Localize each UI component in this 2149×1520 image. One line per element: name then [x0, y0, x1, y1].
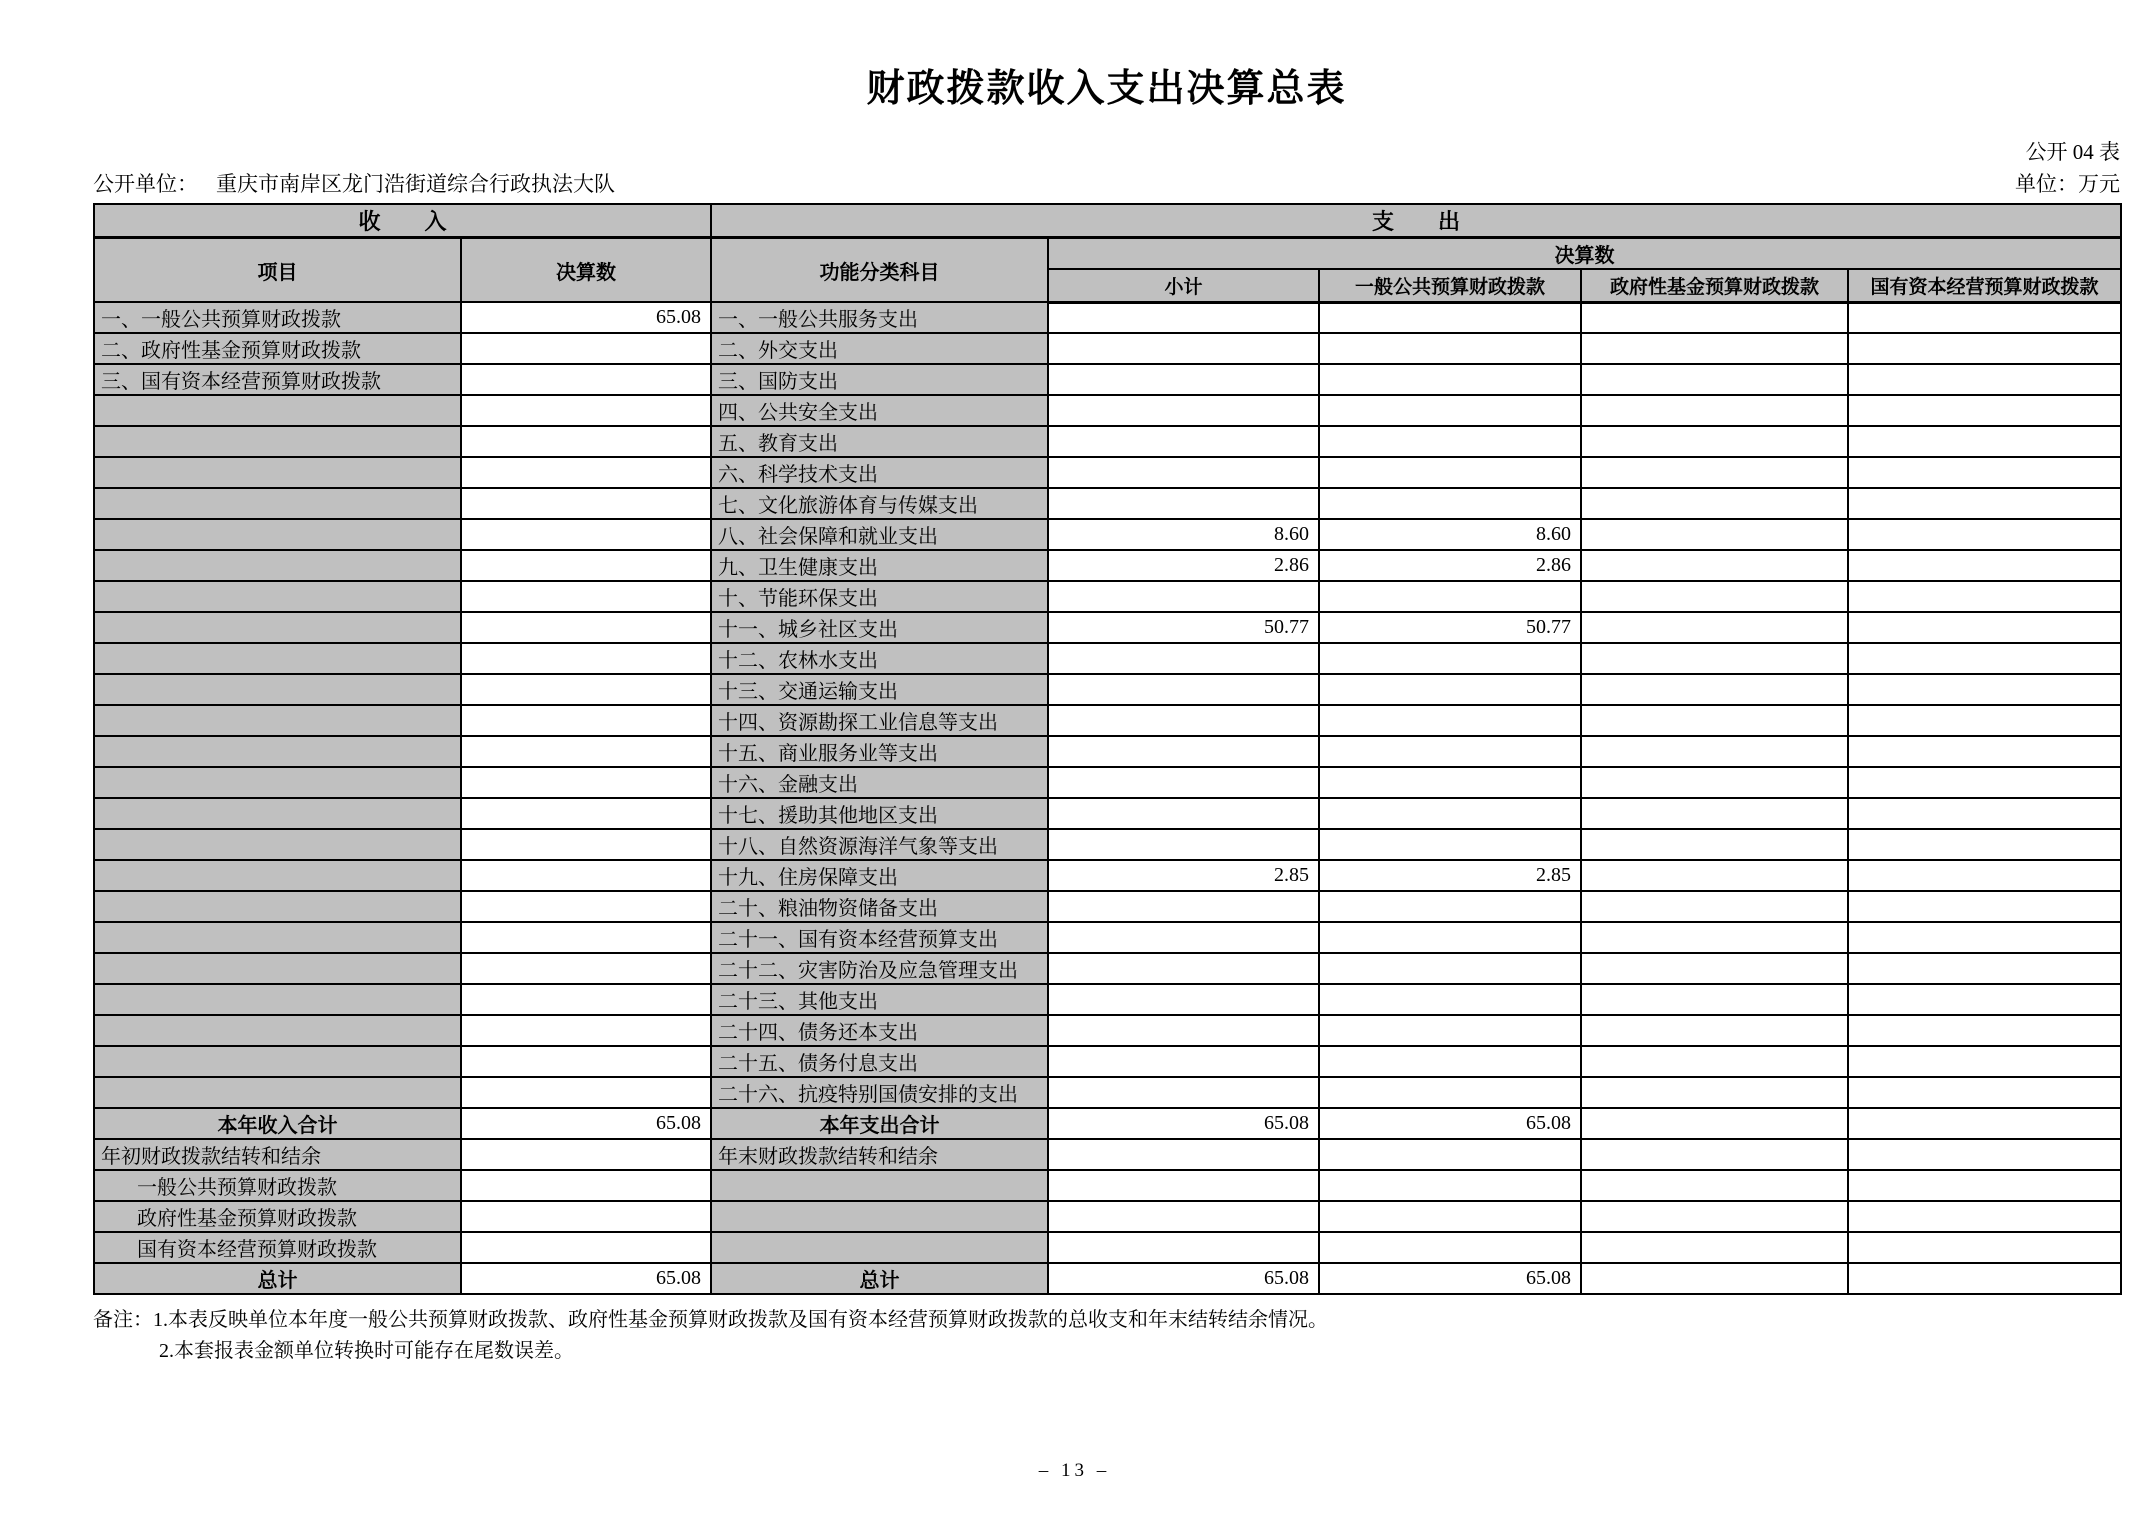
expense-state-capital-cell — [1848, 922, 2121, 953]
expense-general-budget-cell — [1319, 829, 1581, 860]
expense-gov-fund-cell — [1581, 426, 1848, 457]
income-item-cell — [94, 953, 461, 984]
income-value-cell — [461, 798, 711, 829]
expense-general-budget-cell: 65.08 — [1319, 1263, 1581, 1294]
income-value-cell — [461, 519, 711, 550]
expense-state-capital-cell — [1848, 798, 2121, 829]
column-header-subtotal: 小计 — [1048, 269, 1319, 302]
table-row — [94, 1046, 2121, 1077]
expense-gov-fund-cell — [1581, 767, 1848, 798]
expense-general-budget-cell — [1319, 395, 1581, 426]
income-value-cell — [461, 705, 711, 736]
income-value-cell — [461, 1139, 711, 1170]
expense-subtotal-cell — [1048, 1139, 1319, 1170]
expense-subtotal-cell: 65.08 — [1048, 1263, 1319, 1294]
expense-subtotal-cell — [1048, 643, 1319, 674]
income-item-cell — [94, 550, 461, 581]
income-value-cell — [461, 767, 711, 798]
expense-item-cell: 本年支出合计 — [711, 1108, 1048, 1139]
document-page — [93, 0, 2120, 1367]
expense-item-cell: 十四、资源勘探工业信息等支出 — [711, 705, 1048, 736]
form-number: 公开 04 表 — [2025, 140, 2120, 164]
expense-item-cell: 七、文化旅游体育与传媒支出 — [711, 488, 1048, 519]
column-header-row-1 — [94, 238, 2121, 270]
expense-item-cell: 十七、援助其他地区支出 — [711, 798, 1048, 829]
table-row — [94, 302, 2121, 333]
expense-state-capital-cell — [1848, 1170, 2121, 1201]
table-row — [94, 1232, 2121, 1263]
table-row — [94, 519, 2121, 550]
expense-general-budget-cell — [1319, 302, 1581, 333]
expense-subtotal-cell — [1048, 302, 1319, 333]
note-line-1: 备注：1.本表反映单位本年度一般公共预算财政拨款、政府性基金预算财政拨款及国有资本经营预算财政拨款的总收支和年末结转结余情况。 — [93, 1309, 1328, 1331]
unit-label: 单位：万元 — [2015, 172, 2120, 196]
expense-general-budget-cell — [1319, 1015, 1581, 1046]
expense-state-capital-cell — [1848, 364, 2121, 395]
column-header-state-capital: 国有资本经营预算财政拨款 — [1848, 269, 2121, 302]
expense-general-budget-cell — [1319, 674, 1581, 705]
income-item-cell: 政府性基金预算财政拨款 — [94, 1201, 461, 1232]
expense-subtotal-cell — [1048, 1232, 1319, 1263]
income-value-cell: 65.08 — [461, 1108, 711, 1139]
income-item-cell: 本年收入合计 — [94, 1108, 461, 1139]
income-value-cell — [461, 643, 711, 674]
meta-row — [93, 168, 2120, 198]
expense-state-capital-cell — [1848, 860, 2121, 891]
expense-subtotal-cell — [1048, 395, 1319, 426]
expense-gov-fund-cell — [1581, 674, 1848, 705]
expense-item-cell: 二、外交支出 — [711, 333, 1048, 364]
expense-gov-fund-cell — [1581, 1077, 1848, 1108]
income-item-cell — [94, 488, 461, 519]
table-row — [94, 674, 2121, 705]
income-value-cell — [461, 860, 711, 891]
expense-subtotal-cell — [1048, 457, 1319, 488]
expense-gov-fund-cell — [1581, 612, 1848, 643]
expense-subtotal-cell — [1048, 767, 1319, 798]
expense-general-budget-cell — [1319, 426, 1581, 457]
income-item-cell — [94, 829, 461, 860]
section-header-row — [94, 204, 2121, 238]
expense-item-cell: 六、科学技术支出 — [711, 457, 1048, 488]
expense-item-cell: 五、教育支出 — [711, 426, 1048, 457]
expense-general-budget-cell — [1319, 333, 1581, 364]
expense-subtotal-cell — [1048, 1046, 1319, 1077]
expense-item-cell — [711, 1170, 1048, 1201]
expense-general-budget-cell — [1319, 1077, 1581, 1108]
table-row — [94, 612, 2121, 643]
expense-general-budget-cell — [1319, 457, 1581, 488]
expense-general-budget-cell — [1319, 364, 1581, 395]
income-item-cell — [94, 1015, 461, 1046]
expense-general-budget-cell: 2.86 — [1319, 550, 1581, 581]
expense-subtotal-cell — [1048, 333, 1319, 364]
expense-gov-fund-cell — [1581, 798, 1848, 829]
expense-general-budget-cell: 2.85 — [1319, 860, 1581, 891]
expense-state-capital-cell — [1848, 1015, 2121, 1046]
income-item-cell — [94, 1046, 461, 1077]
table-row — [94, 984, 2121, 1015]
expense-item-cell: 二十二、灾害防治及应急管理支出 — [711, 953, 1048, 984]
expense-item-cell: 十六、金融支出 — [711, 767, 1048, 798]
expense-state-capital-cell — [1848, 674, 2121, 705]
table-row — [94, 705, 2121, 736]
income-value-cell — [461, 457, 711, 488]
income-item-cell: 三、国有资本经营预算财政拨款 — [94, 364, 461, 395]
income-value-cell — [461, 488, 711, 519]
expense-state-capital-cell — [1848, 581, 2121, 612]
expense-state-capital-cell — [1848, 426, 2121, 457]
expense-gov-fund-cell — [1581, 1108, 1848, 1139]
income-value-cell — [461, 736, 711, 767]
expense-state-capital-cell — [1848, 395, 2121, 426]
expense-item-cell: 十二、农林水支出 — [711, 643, 1048, 674]
table-row — [94, 891, 2121, 922]
expense-subtotal-cell — [1048, 798, 1319, 829]
income-value-cell — [461, 891, 711, 922]
expense-item-cell: 一、一般公共服务支出 — [711, 302, 1048, 333]
expense-gov-fund-cell — [1581, 364, 1848, 395]
page-title: 财政拨款收入支出决算总表 — [866, 68, 1347, 110]
table-row — [94, 1077, 2121, 1108]
expense-gov-fund-cell — [1581, 1201, 1848, 1232]
income-value-cell: 65.08 — [461, 302, 711, 333]
expense-gov-fund-cell — [1581, 519, 1848, 550]
table-row — [94, 550, 2121, 581]
income-item-cell: 年初财政拨款结转和结余 — [94, 1139, 461, 1170]
expense-state-capital-cell — [1848, 643, 2121, 674]
expense-general-budget-cell — [1319, 581, 1581, 612]
income-value-cell — [461, 1046, 711, 1077]
income-value-cell — [461, 984, 711, 1015]
expense-state-capital-cell — [1848, 550, 2121, 581]
expense-gov-fund-cell — [1581, 984, 1848, 1015]
expense-gov-fund-cell — [1581, 829, 1848, 860]
expense-state-capital-cell — [1848, 705, 2121, 736]
table-row — [94, 581, 2121, 612]
expense-general-budget-cell — [1319, 767, 1581, 798]
expense-item-cell: 总计 — [711, 1263, 1048, 1294]
table-row — [94, 953, 2121, 984]
budget-summary-table — [93, 203, 2122, 1295]
income-item-cell — [94, 922, 461, 953]
expense-item-cell: 八、社会保障和就业支出 — [711, 519, 1048, 550]
expense-subtotal-cell — [1048, 1201, 1319, 1232]
income-value-cell — [461, 1232, 711, 1263]
expense-general-budget-cell: 50.77 — [1319, 612, 1581, 643]
expense-general-budget-cell — [1319, 1232, 1581, 1263]
table-row — [94, 1170, 2121, 1201]
income-item-cell: 总计 — [94, 1263, 461, 1294]
income-value-cell — [461, 674, 711, 705]
income-value-cell — [461, 1201, 711, 1232]
expense-subtotal-cell — [1048, 1077, 1319, 1108]
table-row — [94, 364, 2121, 395]
expense-general-budget-cell — [1319, 1046, 1581, 1077]
expense-general-budget-cell — [1319, 643, 1581, 674]
income-item-cell — [94, 891, 461, 922]
income-value-cell — [461, 1077, 711, 1108]
expense-gov-fund-cell — [1581, 1015, 1848, 1046]
table-row — [94, 426, 2121, 457]
expense-subtotal-cell — [1048, 674, 1319, 705]
expense-gov-fund-cell — [1581, 488, 1848, 519]
column-header-general-budget: 一般公共预算财政拨款 — [1319, 269, 1581, 302]
expense-general-budget-cell — [1319, 984, 1581, 1015]
expense-subtotal-cell — [1048, 829, 1319, 860]
table-row — [94, 922, 2121, 953]
expense-general-budget-cell — [1319, 488, 1581, 519]
expense-state-capital-cell — [1848, 736, 2121, 767]
table-header — [94, 204, 2121, 302]
expense-subtotal-cell: 50.77 — [1048, 612, 1319, 643]
expense-state-capital-cell — [1848, 767, 2121, 798]
expense-state-capital-cell — [1848, 1232, 2121, 1263]
org-unit-name: 重庆市南岸区龙门浩街道综合行政执法大队 — [216, 172, 615, 196]
table-row — [94, 333, 2121, 364]
expense-state-capital-cell — [1848, 1263, 2121, 1294]
expense-gov-fund-cell — [1581, 860, 1848, 891]
expense-item-cell: 十一、城乡社区支出 — [711, 612, 1048, 643]
table-row — [94, 1015, 2121, 1046]
expense-state-capital-cell — [1848, 457, 2121, 488]
expense-subtotal-cell: 8.60 — [1048, 519, 1319, 550]
income-value-cell — [461, 1015, 711, 1046]
expense-general-budget-cell — [1319, 953, 1581, 984]
expense-subtotal-cell — [1048, 1170, 1319, 1201]
income-item-cell — [94, 612, 461, 643]
income-value-cell — [461, 1170, 711, 1201]
expense-subtotal-cell — [1048, 1015, 1319, 1046]
expense-general-budget-cell — [1319, 736, 1581, 767]
expense-gov-fund-cell — [1581, 1232, 1848, 1263]
income-value-cell: 65.08 — [461, 1263, 711, 1294]
expense-item-cell: 四、公共安全支出 — [711, 395, 1048, 426]
expense-subtotal-cell — [1048, 581, 1319, 612]
expense-general-budget-cell — [1319, 798, 1581, 829]
expense-general-budget-cell — [1319, 891, 1581, 922]
table-row — [94, 860, 2121, 891]
expense-gov-fund-cell — [1581, 1170, 1848, 1201]
expense-gov-fund-cell — [1581, 302, 1848, 333]
org-unit-label: 公开单位： — [93, 172, 198, 196]
expense-subtotal-cell — [1048, 922, 1319, 953]
column-header-income-final: 决算数 — [461, 238, 711, 303]
table-row — [94, 767, 2121, 798]
expense-item-cell: 二十三、其他支出 — [711, 984, 1048, 1015]
expense-item-cell: 十五、商业服务业等支出 — [711, 736, 1048, 767]
income-item-cell — [94, 395, 461, 426]
expense-gov-fund-cell — [1581, 736, 1848, 767]
income-value-cell — [461, 550, 711, 581]
expense-gov-fund-cell — [1581, 1046, 1848, 1077]
expense-state-capital-cell — [1848, 1077, 2121, 1108]
expense-item-cell: 十、节能环保支出 — [711, 581, 1048, 612]
expense-gov-fund-cell — [1581, 1139, 1848, 1170]
expense-state-capital-cell — [1848, 302, 2121, 333]
expense-gov-fund-cell — [1581, 953, 1848, 984]
expense-gov-fund-cell — [1581, 581, 1848, 612]
expense-item-cell: 二十六、抗疫特别国债安排的支出 — [711, 1077, 1048, 1108]
table-row — [94, 643, 2121, 674]
expense-subtotal-cell — [1048, 364, 1319, 395]
table-row — [94, 829, 2121, 860]
column-header-item: 项目 — [94, 238, 461, 303]
expense-subtotal-cell — [1048, 953, 1319, 984]
expense-subtotal-cell — [1048, 984, 1319, 1015]
table-row — [94, 798, 2121, 829]
income-value-cell — [461, 922, 711, 953]
income-item-cell — [94, 767, 461, 798]
income-value-cell — [461, 364, 711, 395]
income-item-cell — [94, 984, 461, 1015]
org-unit — [93, 168, 615, 198]
expense-state-capital-cell — [1848, 1201, 2121, 1232]
income-value-cell — [461, 581, 711, 612]
expense-state-capital-cell — [1848, 891, 2121, 922]
expense-subtotal-cell — [1048, 426, 1319, 457]
table-row — [94, 1139, 2121, 1170]
expense-state-capital-cell — [1848, 1139, 2121, 1170]
income-item-cell — [94, 643, 461, 674]
expense-general-budget-cell — [1319, 1201, 1581, 1232]
expense-state-capital-cell — [1848, 984, 2121, 1015]
expense-subtotal-cell — [1048, 891, 1319, 922]
expense-general-budget-cell — [1319, 1139, 1581, 1170]
income-item-cell: 二、政府性基金预算财政拨款 — [94, 333, 461, 364]
expense-general-budget-cell: 8.60 — [1319, 519, 1581, 550]
expense-state-capital-cell — [1848, 488, 2121, 519]
income-item-cell — [94, 705, 461, 736]
expense-state-capital-cell — [1848, 333, 2121, 364]
income-item-cell — [94, 798, 461, 829]
column-header-gov-fund: 政府性基金预算财政拨款 — [1581, 269, 1848, 302]
expense-item-cell: 十八、自然资源海洋气象等支出 — [711, 829, 1048, 860]
income-item-cell — [94, 426, 461, 457]
expense-gov-fund-cell — [1581, 333, 1848, 364]
income-value-cell — [461, 333, 711, 364]
column-header-expense-final: 决算数 — [1048, 238, 2121, 270]
expense-item-cell: 三、国防支出 — [711, 364, 1048, 395]
income-value-cell — [461, 829, 711, 860]
expense-section-header: 支 出 — [711, 204, 2121, 238]
expense-subtotal-cell: 65.08 — [1048, 1108, 1319, 1139]
expense-general-budget-cell — [1319, 922, 1581, 953]
column-header-function-subject: 功能分类科目 — [711, 238, 1048, 303]
expense-gov-fund-cell — [1581, 922, 1848, 953]
expense-item-cell — [711, 1201, 1048, 1232]
table-row — [94, 1108, 2121, 1139]
expense-gov-fund-cell — [1581, 1263, 1848, 1294]
expense-general-budget-cell — [1319, 705, 1581, 736]
income-section-header: 收 入 — [94, 204, 711, 238]
income-value-cell — [461, 395, 711, 426]
table-row — [94, 488, 2121, 519]
income-item-cell — [94, 736, 461, 767]
income-item-cell: 国有资本经营预算财政拨款 — [94, 1232, 461, 1263]
income-item-cell — [94, 581, 461, 612]
income-value-cell — [461, 612, 711, 643]
expense-item-cell: 二十、粮油物资储备支出 — [711, 891, 1048, 922]
expense-general-budget-cell — [1319, 1170, 1581, 1201]
page-number: – 13 – — [1038, 1460, 1111, 1481]
expense-subtotal-cell — [1048, 736, 1319, 767]
expense-gov-fund-cell — [1581, 705, 1848, 736]
income-item-cell: 一般公共预算财政拨款 — [94, 1170, 461, 1201]
expense-subtotal-cell: 2.86 — [1048, 550, 1319, 581]
expense-item-cell: 二十一、国有资本经营预算支出 — [711, 922, 1048, 953]
income-item-cell — [94, 519, 461, 550]
table-row — [94, 1201, 2121, 1232]
expense-gov-fund-cell — [1581, 550, 1848, 581]
income-item-cell: 一、一般公共预算财政拨款 — [94, 302, 461, 333]
income-item-cell — [94, 457, 461, 488]
expense-gov-fund-cell — [1581, 395, 1848, 426]
table-body — [94, 302, 2121, 1294]
expense-subtotal-cell: 2.85 — [1048, 860, 1319, 891]
expense-subtotal-cell — [1048, 488, 1319, 519]
expense-general-budget-cell: 65.08 — [1319, 1108, 1581, 1139]
expense-state-capital-cell — [1848, 1108, 2121, 1139]
income-item-cell — [94, 860, 461, 891]
income-value-cell — [461, 426, 711, 457]
expense-item-cell: 二十五、债务付息支出 — [711, 1046, 1048, 1077]
note-line-2: 2.本套报表金额单位转换时可能存在尾数误差。 — [159, 1340, 574, 1362]
expense-item-cell — [711, 1232, 1048, 1263]
expense-item-cell: 二十四、债务还本支出 — [711, 1015, 1048, 1046]
table-row — [94, 1263, 2121, 1294]
expense-state-capital-cell — [1848, 953, 2121, 984]
expense-state-capital-cell — [1848, 1046, 2121, 1077]
expense-item-cell: 年末财政拨款结转和结余 — [711, 1139, 1048, 1170]
table-row — [94, 457, 2121, 488]
expense-state-capital-cell — [1848, 612, 2121, 643]
income-item-cell — [94, 674, 461, 705]
table-row — [94, 736, 2121, 767]
expense-item-cell: 九、卫生健康支出 — [711, 550, 1048, 581]
expense-state-capital-cell — [1848, 519, 2121, 550]
expense-gov-fund-cell — [1581, 643, 1848, 674]
expense-state-capital-cell — [1848, 829, 2121, 860]
expense-gov-fund-cell — [1581, 457, 1848, 488]
expense-subtotal-cell — [1048, 705, 1319, 736]
expense-item-cell: 十九、住房保障支出 — [711, 860, 1048, 891]
table-row — [94, 395, 2121, 426]
expense-item-cell: 十三、交通运输支出 — [711, 674, 1048, 705]
income-item-cell — [94, 1077, 461, 1108]
income-value-cell — [461, 953, 711, 984]
notes-block — [93, 1305, 2120, 1367]
expense-gov-fund-cell — [1581, 891, 1848, 922]
